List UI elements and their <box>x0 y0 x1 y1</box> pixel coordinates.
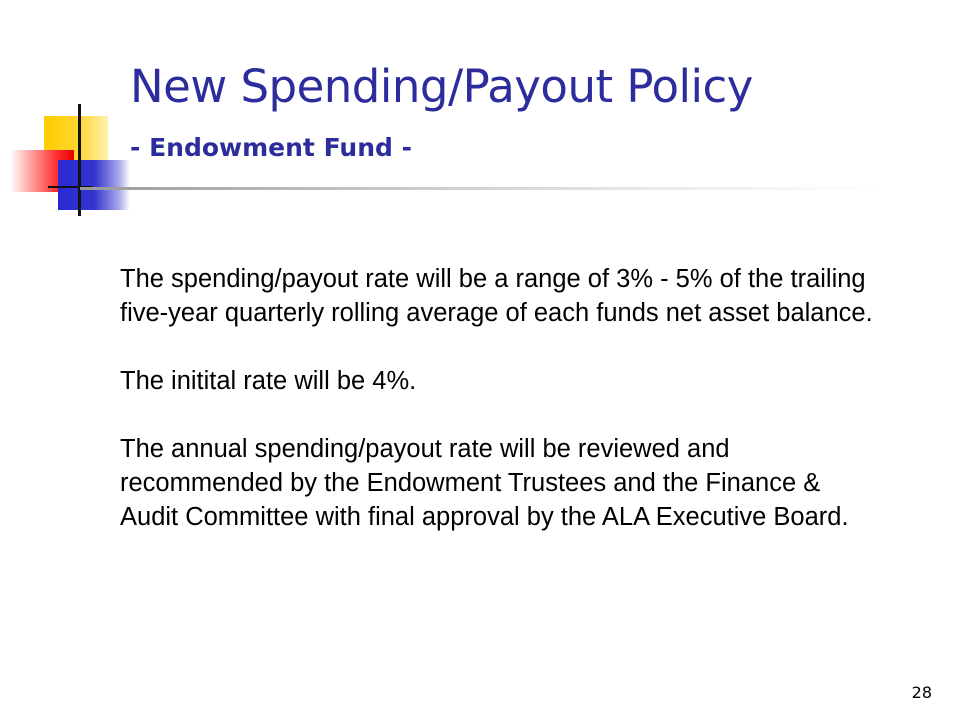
slide-title: New Spending/Payout Policy <box>130 60 753 113</box>
vertical-line <box>78 104 81 216</box>
decorative-logo-squares <box>0 0 140 230</box>
page-number: 28 <box>911 683 932 702</box>
paragraph-spending-range: The spending/payout rate will be a range of 3% - 5% of the trailing five-year quarterly rolling average of each funds net asset balance. <box>120 265 873 327</box>
slide-body <box>120 262 880 534</box>
paragraph-initial-rate: The initital rate will be 4%. <box>120 367 417 395</box>
blue-square <box>58 160 130 210</box>
title-underline-rule <box>80 187 880 190</box>
slide-subtitle: - Endowment Fund - <box>130 133 412 162</box>
paragraph-review-approval: The annual spending/payout rate will be reviewed and recommended by the Endowment Trustees and the Finance & Audit Committee with final approval by the ALA Executive Board. <box>120 435 849 531</box>
